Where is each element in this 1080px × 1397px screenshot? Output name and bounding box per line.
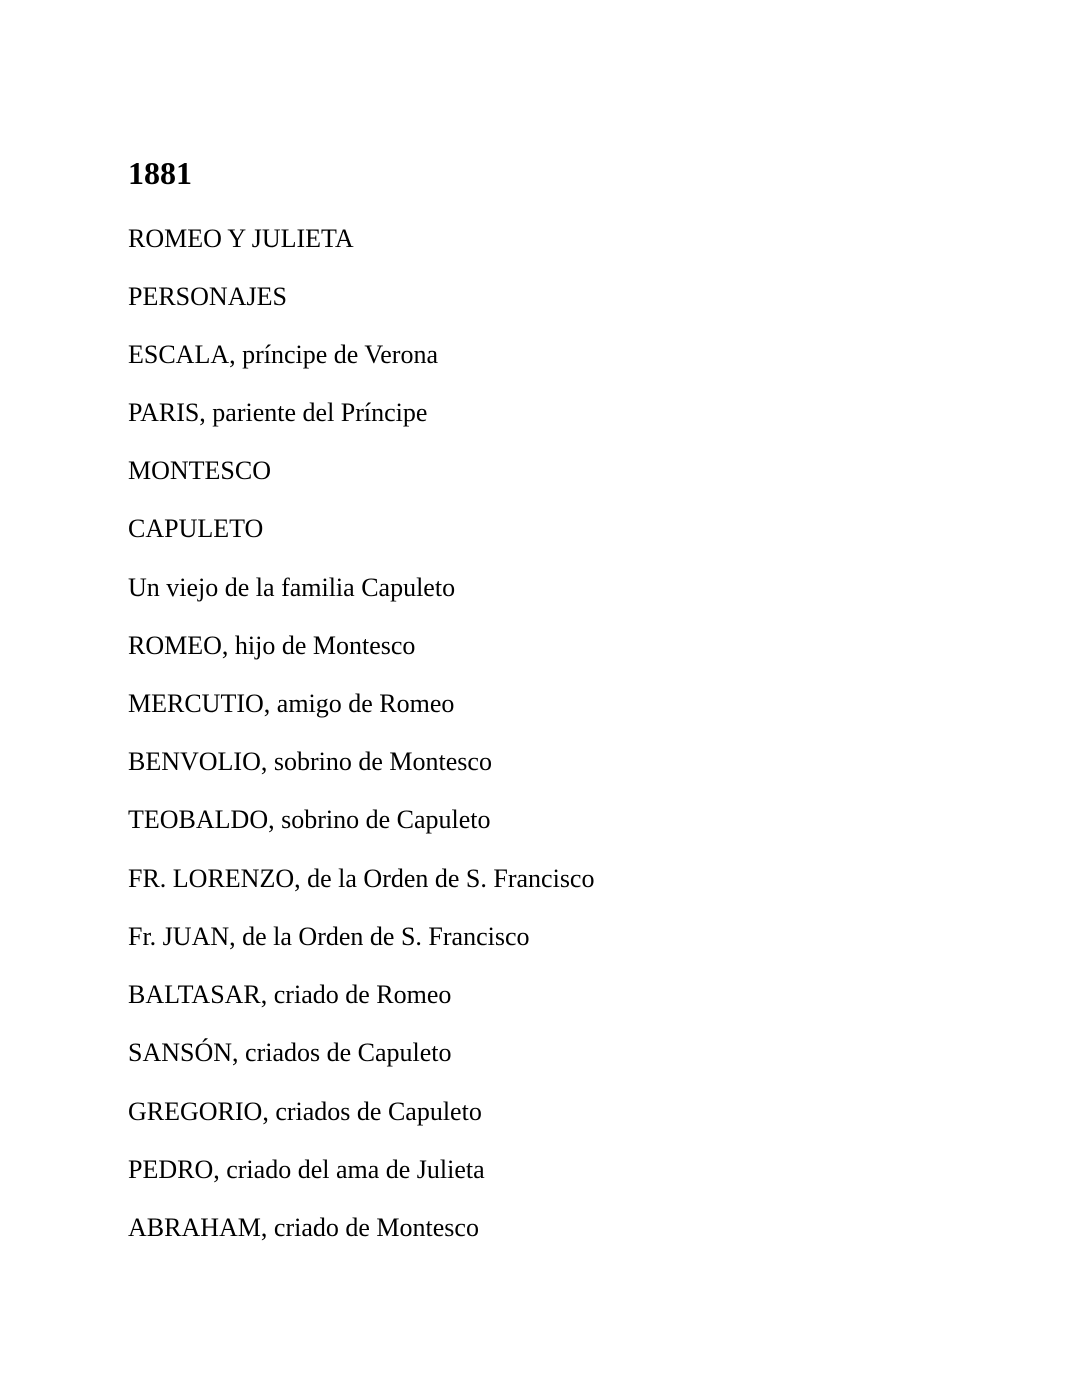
character-entry: ROMEO, hijo de Montesco — [128, 631, 416, 660]
character-entry: PARIS, pariente del Príncipe — [128, 398, 428, 427]
character-entry: MERCUTIO, amigo de Romeo — [128, 689, 455, 718]
character-entry: FR. LORENZO, de la Orden de S. Francisco — [128, 864, 595, 893]
character-entry: TEOBALDO, sobrino de Capuleto — [128, 805, 491, 834]
character-entry: CAPULETO — [128, 514, 264, 543]
character-entry: Un viejo de la familia Capuleto — [128, 573, 456, 602]
character-entry: PEDRO, criado del ama de Julieta — [128, 1155, 485, 1184]
character-entry: ABRAHAM, criado de Montesco — [128, 1213, 479, 1242]
character-entry: MONTESCO — [128, 456, 272, 485]
play-title: ROMEO Y JULIETA — [128, 224, 354, 253]
character-entry: ESCALA, príncipe de Verona — [128, 340, 439, 369]
character-entry: SANSÓN, criados de Capuleto — [128, 1038, 452, 1067]
character-entry: BALTASAR, criado de Romeo — [128, 980, 452, 1009]
section-heading: PERSONAJES — [128, 282, 287, 311]
character-entry: BENVOLIO, sobrino de Montesco — [128, 747, 492, 776]
year-heading: 1881 — [128, 155, 192, 191]
character-entry: GREGORIO, criados de Capuleto — [128, 1097, 482, 1126]
character-entry: Fr. JUAN, de la Orden de S. Francisco — [128, 922, 530, 951]
